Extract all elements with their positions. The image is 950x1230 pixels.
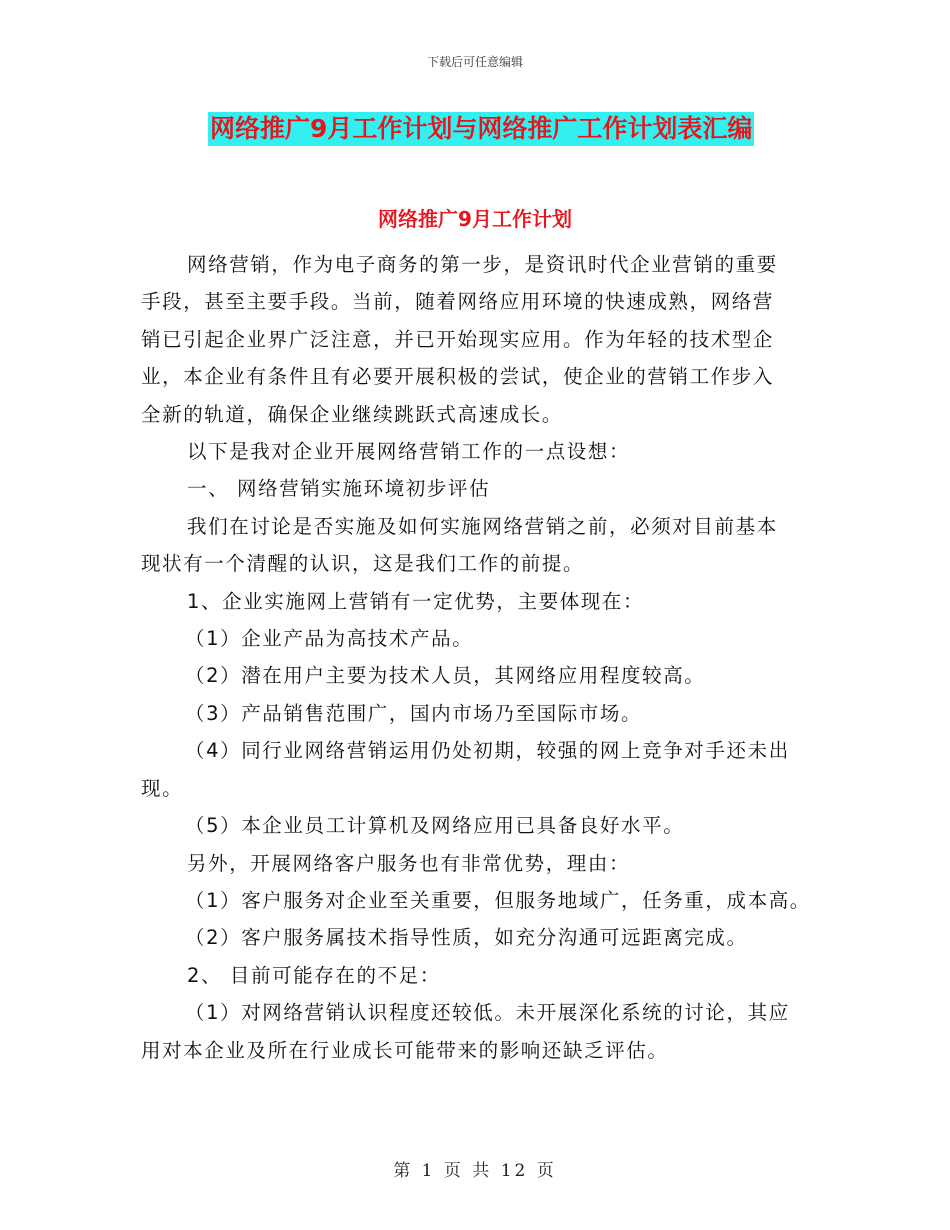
heading-line: 1、企业实施网上营销有一定优势，主要体现在： — [187, 589, 645, 613]
body-line: 以下是我对企业开展网络营销工作的一点设想： — [187, 440, 631, 464]
body-line: 全新的轨道，确保企业继续跳跃式高速成长。 — [141, 402, 564, 426]
list-item: （1）对网络营销认识程度还较低。未开展深化系统的讨论，其应 — [185, 1001, 790, 1025]
list-item: （1）企业产品为高技术产品。 — [185, 627, 474, 651]
body-line: 业，本企业有条件且有必要开展积极的尝试，使企业的营销工作步入 — [141, 365, 775, 389]
body-line: 手段，甚至主要手段。当前，随着网络应用环境的快速成熟，网络营 — [141, 290, 775, 314]
list-item: （5）本企业员工计算机及网络应用已具备良好水平。 — [185, 814, 685, 838]
body-line: 另外，开展网络客户服务也有非常优势，理由： — [187, 851, 631, 875]
list-item: （1）客户服务对企业至关重要，但服务地域广，任务重，成本高。 — [185, 888, 811, 912]
body-line: 我们在讨论是否实施及如何实施网络营销之前，必须对目前基本 — [187, 514, 778, 538]
list-item: （2）客户服务属技术指导性质，如充分沟通可远距离完成。 — [185, 926, 748, 950]
header-note: 下载后可任意编辑 — [426, 55, 523, 69]
body-line: 销已引起企业界广泛注意，并已开始现实应用。作为年轻的技术型企 — [141, 327, 775, 351]
list-item: （2）潜在用户主要为技术人员，其网络应用程度较高。 — [185, 664, 706, 688]
page-footer: 第 1 页 共 12 页 — [393, 1161, 557, 1181]
body-line: 用对本企业及所在行业成长可能带来的影响还缺乏评估。 — [141, 1038, 669, 1062]
document-body — [141, 246, 821, 1069]
heading-line: 一、 网络营销实施环境初步评估 — [187, 477, 491, 501]
body-line: 现状有一个清醒的认识，这是我们工作的前提。 — [141, 552, 585, 576]
body-line: 网络营销，作为电子商务的第一步，是资讯时代企业营销的重要 — [187, 253, 778, 276]
body-line: 现。 — [141, 776, 184, 800]
document-title: 网络推广9月工作计划与网络推广工作计划表汇编 — [208, 112, 754, 146]
list-item: （3）产品销售范围广，国内市场乃至国际市场。 — [185, 701, 643, 725]
heading-line: 2、 目前可能存在的不足： — [187, 963, 441, 987]
list-item: （4）同行业网络营销运用仍处初期，较强的网上竞争对手还未出 — [185, 739, 790, 763]
section-title: 网络推广9月工作计划 — [378, 207, 572, 231]
